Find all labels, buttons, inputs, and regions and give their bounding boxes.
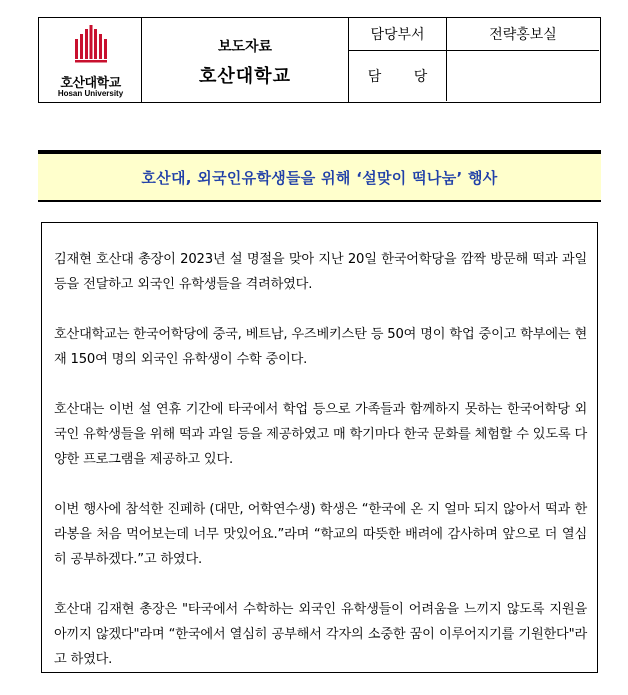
university-logo [39, 18, 142, 102]
contact-value [447, 51, 599, 101]
press-release-org: 호산대학교 [199, 66, 291, 87]
press-release-label: 보도자료 [217, 39, 273, 55]
logo-name-ko: 호산대학교 [60, 76, 121, 91]
article-paragraph: 이번 행사에 참석한 진페하 (대만, 어학연수생) 학생은 “한국에 온 지 얼마 되지 않아서 떡과 한라봉을 처음 먹어보는데 너무 맛있어요.”라며 “학교의 따뜻한 배려에 감사하며 앞으로 더 열심히 공부하겠다.”고 하였다. [54, 502, 587, 567]
article-paragraph: 호산대는 이번 설 연휴 기간에 타국에서 학업 등으로 가족들과 함께하지 못하는 한국어학당 외국인 유학생들을 위해 떡과 과일 등을 제공하였고 매 학기마다 한국 문화를 체험할 수 있도록 다양한 프로그램을 제공하고 있다. [54, 402, 587, 467]
article-paragraph: 김재현 호산대 총장이 2023년 설 명절을 맞아 지난 20일 한국어학당을 깜짝 방문해 떡과 과일 등을 전달하고 외국인 유학생들을 격려하였다. [54, 252, 587, 292]
page-title: 호산대, 외국인유학생들을 위해 ‘설맞이 떡나눔’ 행사 [141, 168, 498, 187]
article-paragraph: 호산대 김재현 총장은 "타국에서 수학하는 외국인 유학생들이 어려움을 느끼지 않도록 지원을 아끼지 않겠다"라며 “한국에서 열심히 공부해서 각자의 소중한 꿈이 이루어지기를 기원한다"라고 하였다. [54, 602, 587, 667]
article-body [41, 222, 598, 673]
dept-label: 담당부서 [349, 18, 447, 51]
title-banner [38, 150, 601, 202]
press-release-header [38, 17, 601, 103]
article-paragraph: 호산대학교는 한국어학당에 중국, 베트남, 우즈베키스탄 등 50여 명이 학업 중이고 학부에는 현재 150여 명의 외국인 유학생이 수학 중이다. [54, 327, 587, 367]
dept-value: 전략홍보실 [447, 18, 599, 51]
contact-label: 담 당 [349, 51, 447, 101]
logo-name-en: Hosan University [57, 89, 124, 98]
press-release-cell [142, 18, 349, 102]
university-emblem-icon [74, 25, 108, 63]
